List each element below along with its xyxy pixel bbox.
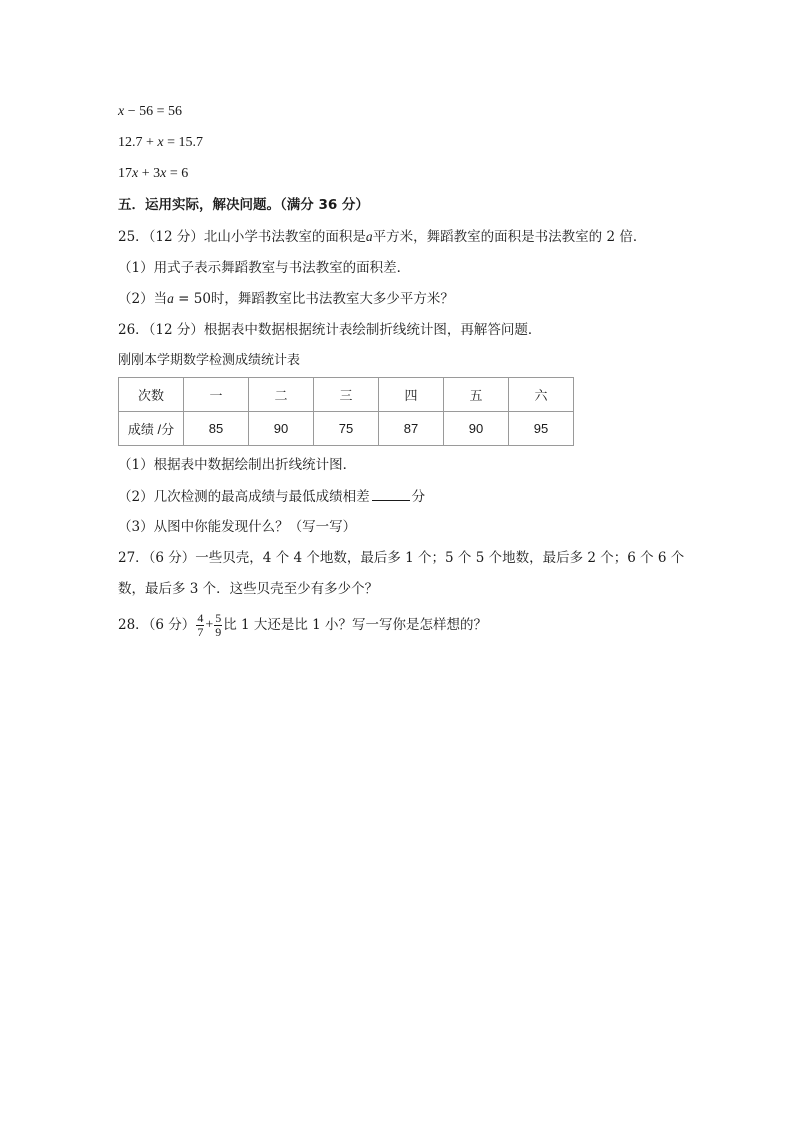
question-text: （2）当 xyxy=(118,291,168,307)
fraction-numerator: 4 xyxy=(197,611,204,625)
question-text: 分 xyxy=(411,489,426,505)
question-text: = 50时，舞蹈教室比书法教室大多少平方米？ xyxy=(173,291,454,307)
equation-text: 12.7 + xyxy=(118,135,158,150)
section-heading: 五．运用实际，解决问题。（满分 36 分） xyxy=(118,197,369,213)
plus-sign: + xyxy=(205,617,214,633)
question-text: 平方米，舞蹈教室的面积是书法教室的 2 倍． xyxy=(372,229,647,245)
question-26-sub2 xyxy=(118,486,425,507)
fraction xyxy=(214,612,222,639)
question-25-sub2 xyxy=(118,289,454,309)
table-cell: 95 xyxy=(509,412,574,446)
question-28 xyxy=(118,608,487,643)
equation-2 xyxy=(118,133,203,153)
question-25-sub1: （1）用式子表示舞蹈教室与书法教室的面积差． xyxy=(118,260,411,276)
equation-variable: x xyxy=(132,166,139,181)
table-cell: 87 xyxy=(379,412,444,446)
fraction-denominator: 9 xyxy=(215,625,222,639)
equation-1 xyxy=(118,102,182,122)
table-header-row xyxy=(119,378,574,412)
table-cell: 四 xyxy=(379,378,444,412)
answer-blank[interactable] xyxy=(372,486,410,501)
table-title: 刚刚本学期数学检测成绩统计表 xyxy=(118,353,301,368)
question-text: 25．（12 分）北山小学书法教室的面积是 xyxy=(118,229,366,245)
question-26: 26．（12 分）根据表中数据根据统计表绘制折线统计图，再解答问题． xyxy=(118,322,542,338)
equation-3 xyxy=(118,164,188,184)
question-text: （2）几次检测的最高成绩与最低成绩相差 xyxy=(118,489,370,505)
table-cell: 成绩 /分 xyxy=(119,412,184,446)
table-cell: 次数 xyxy=(119,378,184,412)
equation-text: − 56 = 56 xyxy=(124,104,183,119)
table-row xyxy=(119,412,574,446)
score-table xyxy=(118,377,574,446)
equation-variable: x xyxy=(118,104,125,119)
equation-variable: x xyxy=(157,135,164,150)
question-26-sub1: （1）根据表中数据绘制出折线统计图． xyxy=(118,457,357,473)
table-cell: 90 xyxy=(444,412,509,446)
question-27-line2: 数，最后多 3 个．这些贝壳至少有多少个？ xyxy=(118,581,379,597)
table-cell: 五 xyxy=(444,378,509,412)
fraction-denominator: 7 xyxy=(197,625,204,639)
fraction-numerator: 5 xyxy=(215,611,222,625)
table-cell: 六 xyxy=(509,378,574,412)
table-cell: 二 xyxy=(249,378,314,412)
question-26-sub3: （3）从图中你能发现什么？（写一写） xyxy=(118,519,357,535)
question-27-line1: 27．（6 分）一些贝壳，4 个 4 个地数，最后多 1 个；5 个 5 个地数，最后多 2 个；6 个 6 个 xyxy=(118,550,685,566)
equation-variable: x xyxy=(160,166,167,181)
fraction xyxy=(196,612,204,639)
question-25 xyxy=(118,227,646,247)
table-cell: 90 xyxy=(249,412,314,446)
equation-text: + 3 xyxy=(138,166,161,181)
table-cell: 三 xyxy=(314,378,379,412)
question-variable: a xyxy=(167,291,174,306)
table-cell: 85 xyxy=(184,412,249,446)
equation-text: = 6 xyxy=(166,166,189,181)
table-cell: 一 xyxy=(184,378,249,412)
question-text: 28．（6 分） xyxy=(118,617,196,633)
table-cell: 75 xyxy=(314,412,379,446)
question-text: 比 1 大还是比 1 小？写一写你是怎样想的？ xyxy=(223,617,488,633)
equation-text: 17 xyxy=(118,166,132,181)
question-variable: a xyxy=(365,229,373,244)
equation-text: = 15.7 xyxy=(163,135,204,150)
